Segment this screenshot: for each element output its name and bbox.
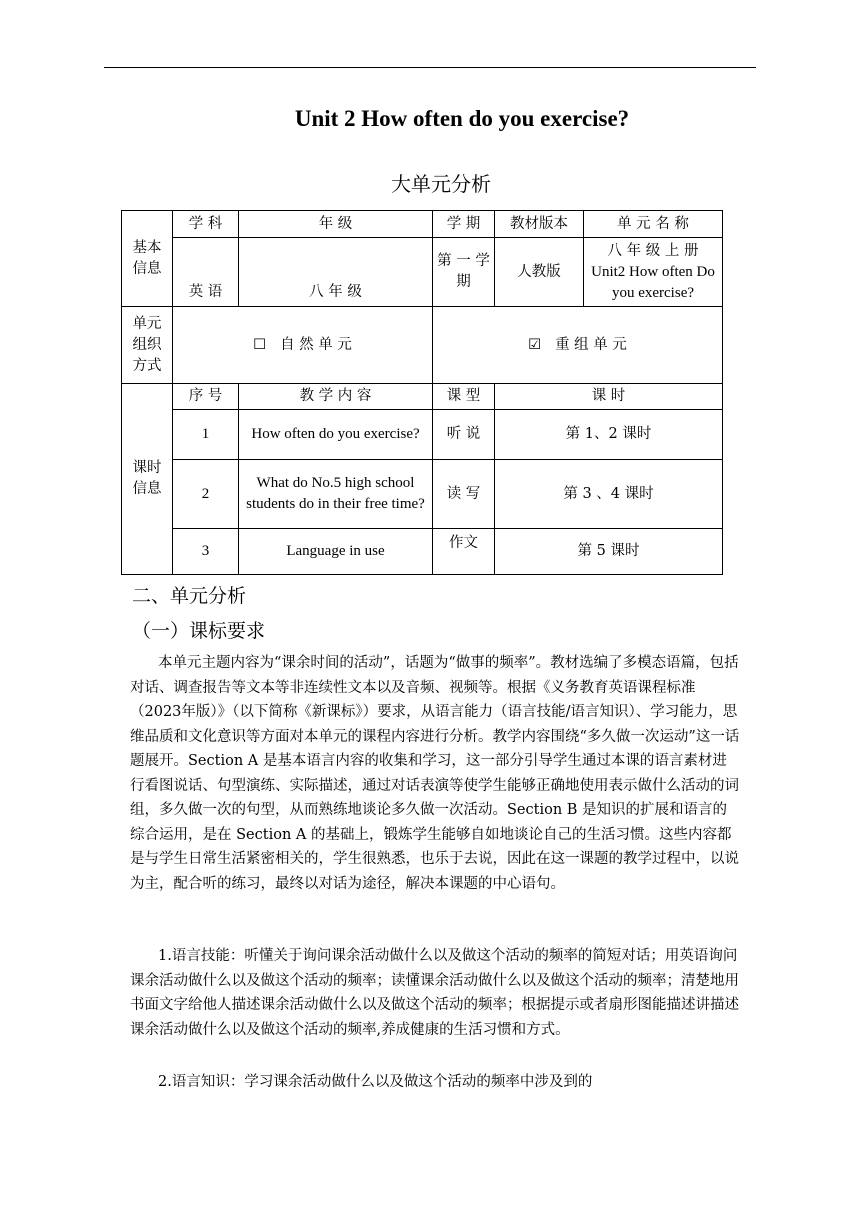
row-period: 第 1、2 课时	[495, 410, 723, 460]
value-subject: 英 语	[173, 238, 239, 307]
header-type: 课 型	[433, 384, 495, 410]
row-no: 2	[173, 460, 239, 529]
org-natural-label: 自 然 单 元	[280, 336, 352, 353]
checkbox-checked-icon: ☑	[528, 336, 542, 353]
unit-info-table	[121, 210, 723, 575]
row-type: 读 写	[433, 460, 495, 529]
paragraph-overview-text: 本单元主题内容为“课余时间的活动”，话题为“做事的频率”。教材选编了多模态语篇，包括对话、调查报告等文本等非连续性文本以及音频、视频等。根据《义务教育英语课程标准（2023年版）》（以下简称《新课标》）要求，从语言能力（语言技能/语言知识）、学习能力，思维品质和文化意识等方面对本单元的课程内容进行分析。教学内容围绕“多久做一次运动”这一话题展开。Section A 是基本语言内容的收集和学习，这一部分引导学生通过本课的语言素材进行看图说话、句型演练、实际描述，通过对话表演等使学生能够正确地使用表示做什么活动的词组，多久做一次的句型，从而熟练地谈论多久做一次活动。Section B 是知识的扩展和语言的综合运用，是在 Section A 的基础上，锻炼学生能够自如地谈论自己的生活习惯。这些内容都是与学生日常生活紧密相关的，学生很熟悉，也乐于去说，因此在这一课题的教学过程中，以说为主，配合听的练习，最终以对话为途径，解决本课题的中心语句。	[130, 655, 740, 892]
section-heading-standards: （一）课标要求	[132, 620, 266, 642]
unit-name-cn: 八 年 级 上 册	[607, 242, 699, 259]
unit-name-en: Unit2 How often Do you exercise?	[591, 263, 715, 301]
row-type: 听 说	[433, 410, 495, 460]
table-row	[122, 460, 723, 529]
paragraph-language-knowledge-text: 2.语言知识：学习课余活动做什么以及做这个活动的频率中涉及到的	[158, 1074, 593, 1090]
checkbox-unchecked-icon: ☐	[253, 336, 267, 353]
period-info-label: 课时信息	[122, 384, 173, 575]
org-label: 单元组织方式	[122, 307, 173, 384]
header-term: 学 期	[433, 211, 495, 238]
header-no: 序 号	[173, 384, 239, 410]
table-row	[122, 529, 723, 575]
value-edition: 人教版	[495, 238, 584, 307]
document-title: Unit 2 How often do you exercise?	[294, 106, 630, 131]
paragraph-language-knowledge	[130, 1070, 740, 1095]
row-type: 作文	[433, 529, 495, 575]
table-row	[122, 238, 723, 307]
row-content: What do No.5 high school students do in their free time?	[239, 460, 433, 529]
row-no: 3	[173, 529, 239, 575]
paragraph-language-skills	[130, 944, 740, 1042]
header-edition: 教材版本	[495, 211, 584, 238]
paragraph-overview	[130, 651, 740, 896]
org-natural-cell	[173, 307, 433, 384]
value-term: 第 一 学 期	[433, 238, 495, 307]
org-regroup-cell	[433, 307, 723, 384]
table-row	[122, 384, 723, 410]
document-subtitle: 大单元分析	[391, 172, 491, 196]
row-content: Language in use	[239, 529, 433, 575]
header-subject: 学 科	[173, 211, 239, 238]
table-row	[122, 307, 723, 384]
table-row	[122, 211, 723, 238]
header-content: 教 学 内 容	[239, 384, 433, 410]
header-unit-name: 单 元 名 称	[584, 211, 723, 238]
org-regroup-label: 重 组 单 元	[555, 336, 627, 353]
row-content: How often do you exercise?	[239, 410, 433, 460]
header-rule	[104, 67, 756, 68]
row-period: 第 5 课时	[495, 529, 723, 575]
header-period: 课 时	[495, 384, 723, 410]
row-period: 第 3 、4 课时	[495, 460, 723, 529]
value-unit-name	[584, 238, 723, 307]
paragraph-language-skills-text: 1.语言技能：听懂关于询问课余活动做什么以及做这个活动的频率的简短对话；用英语询问课余活动做什么以及做这个活动的频率；读懂课余活动做什么以及做这个活动的频率；清楚地用书面文字给他人描述课余活动做什么以及做这个活动的频率；根据提示或者扇形图能描述讲描述课余活动做什么以及做这个活动的频率,养成健康的生活习惯和方式。	[130, 948, 739, 1038]
row-no: 1	[173, 410, 239, 460]
table-row	[122, 410, 723, 460]
value-grade: 八 年 级	[239, 238, 433, 307]
header-grade: 年 级	[239, 211, 433, 238]
basic-info-label: 基本信息	[122, 211, 173, 307]
section-heading-unit-analysis: 二、单元分析	[132, 585, 247, 607]
